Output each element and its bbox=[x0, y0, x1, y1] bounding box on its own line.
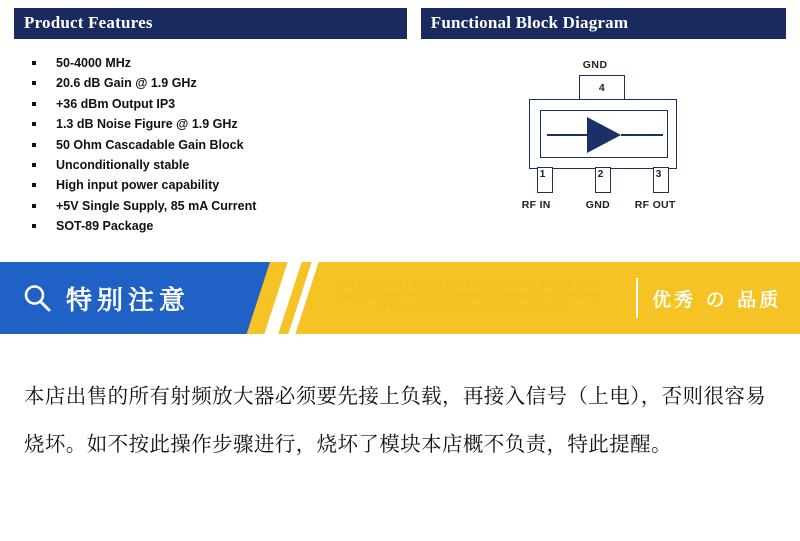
diagram-pin-1: 1 bbox=[537, 167, 553, 193]
functional-block-diagram-header: Functional Block Diagram bbox=[421, 8, 786, 39]
diagram-pin-3: 3 bbox=[653, 167, 669, 193]
list-item: 50-4000 MHz bbox=[32, 53, 407, 73]
diagram-pin-2: 2 bbox=[595, 167, 611, 193]
list-item: +36 dBm Output IP3 bbox=[32, 94, 407, 114]
diagram-input-trace bbox=[547, 134, 587, 136]
banner-ghost-text: THE BEST SMALL T BROTHE TOOLS IN THE WORLD IS THE PARTS WEB ALLIANCE EXCEPT PROGRAM GREAT GENERATION. HOW LOOK SYSTEM FIRST GROUP TRAINING DON'T AND THE ACL / LAN bbox=[337, 282, 603, 311]
diagram-pin-1-label: RF IN bbox=[521, 199, 551, 211]
banner-right-title: 优秀 の 品质 bbox=[652, 288, 782, 311]
diagram-output-trace bbox=[621, 134, 663, 136]
amplifier-triangle-icon bbox=[587, 117, 621, 153]
diagram-pin-3-label: RF OUT bbox=[634, 199, 676, 211]
list-item: High input power capability bbox=[32, 175, 407, 195]
product-features-panel bbox=[14, 8, 407, 250]
attention-banner bbox=[0, 262, 800, 334]
product-features-header: Product Features bbox=[14, 8, 407, 39]
list-item: +5V Single Supply, 85 mA Current bbox=[32, 196, 407, 216]
product-features-list bbox=[14, 53, 407, 237]
functional-block-diagram-panel bbox=[421, 8, 786, 250]
list-item: 20.6 dB Gain @ 1.9 GHz bbox=[32, 73, 407, 93]
banner-divider bbox=[636, 278, 638, 318]
list-item: 1.3 dB Noise Figure @ 1.9 GHz bbox=[32, 114, 407, 134]
list-item: Unconditionally stable bbox=[32, 155, 407, 175]
list-item: 50 Ohm Cascadable Gain Block bbox=[32, 135, 407, 155]
list-item: SOT-89 Package bbox=[32, 216, 407, 236]
banner-left-content bbox=[22, 262, 190, 334]
diagram-tab-pin4: 4 bbox=[579, 75, 625, 101]
search-icon bbox=[22, 283, 52, 313]
notice-text: 本店出售的所有射频放大器必须要先接上负载，再接入信号（上电），否则很容易烧坏。如不按此操作步骤进行，烧坏了模块本店概不负责，特此提醒。 bbox=[24, 384, 767, 456]
top-section bbox=[0, 0, 800, 250]
diagram-package-body bbox=[529, 99, 677, 169]
diagram-gnd-top-label: GND bbox=[582, 59, 608, 71]
diagram-inner-block bbox=[540, 110, 668, 158]
diagram-pin-2-label: GND bbox=[585, 199, 610, 211]
block-diagram-figure bbox=[421, 45, 786, 245]
banner-title: 特别注意 bbox=[66, 285, 191, 316]
